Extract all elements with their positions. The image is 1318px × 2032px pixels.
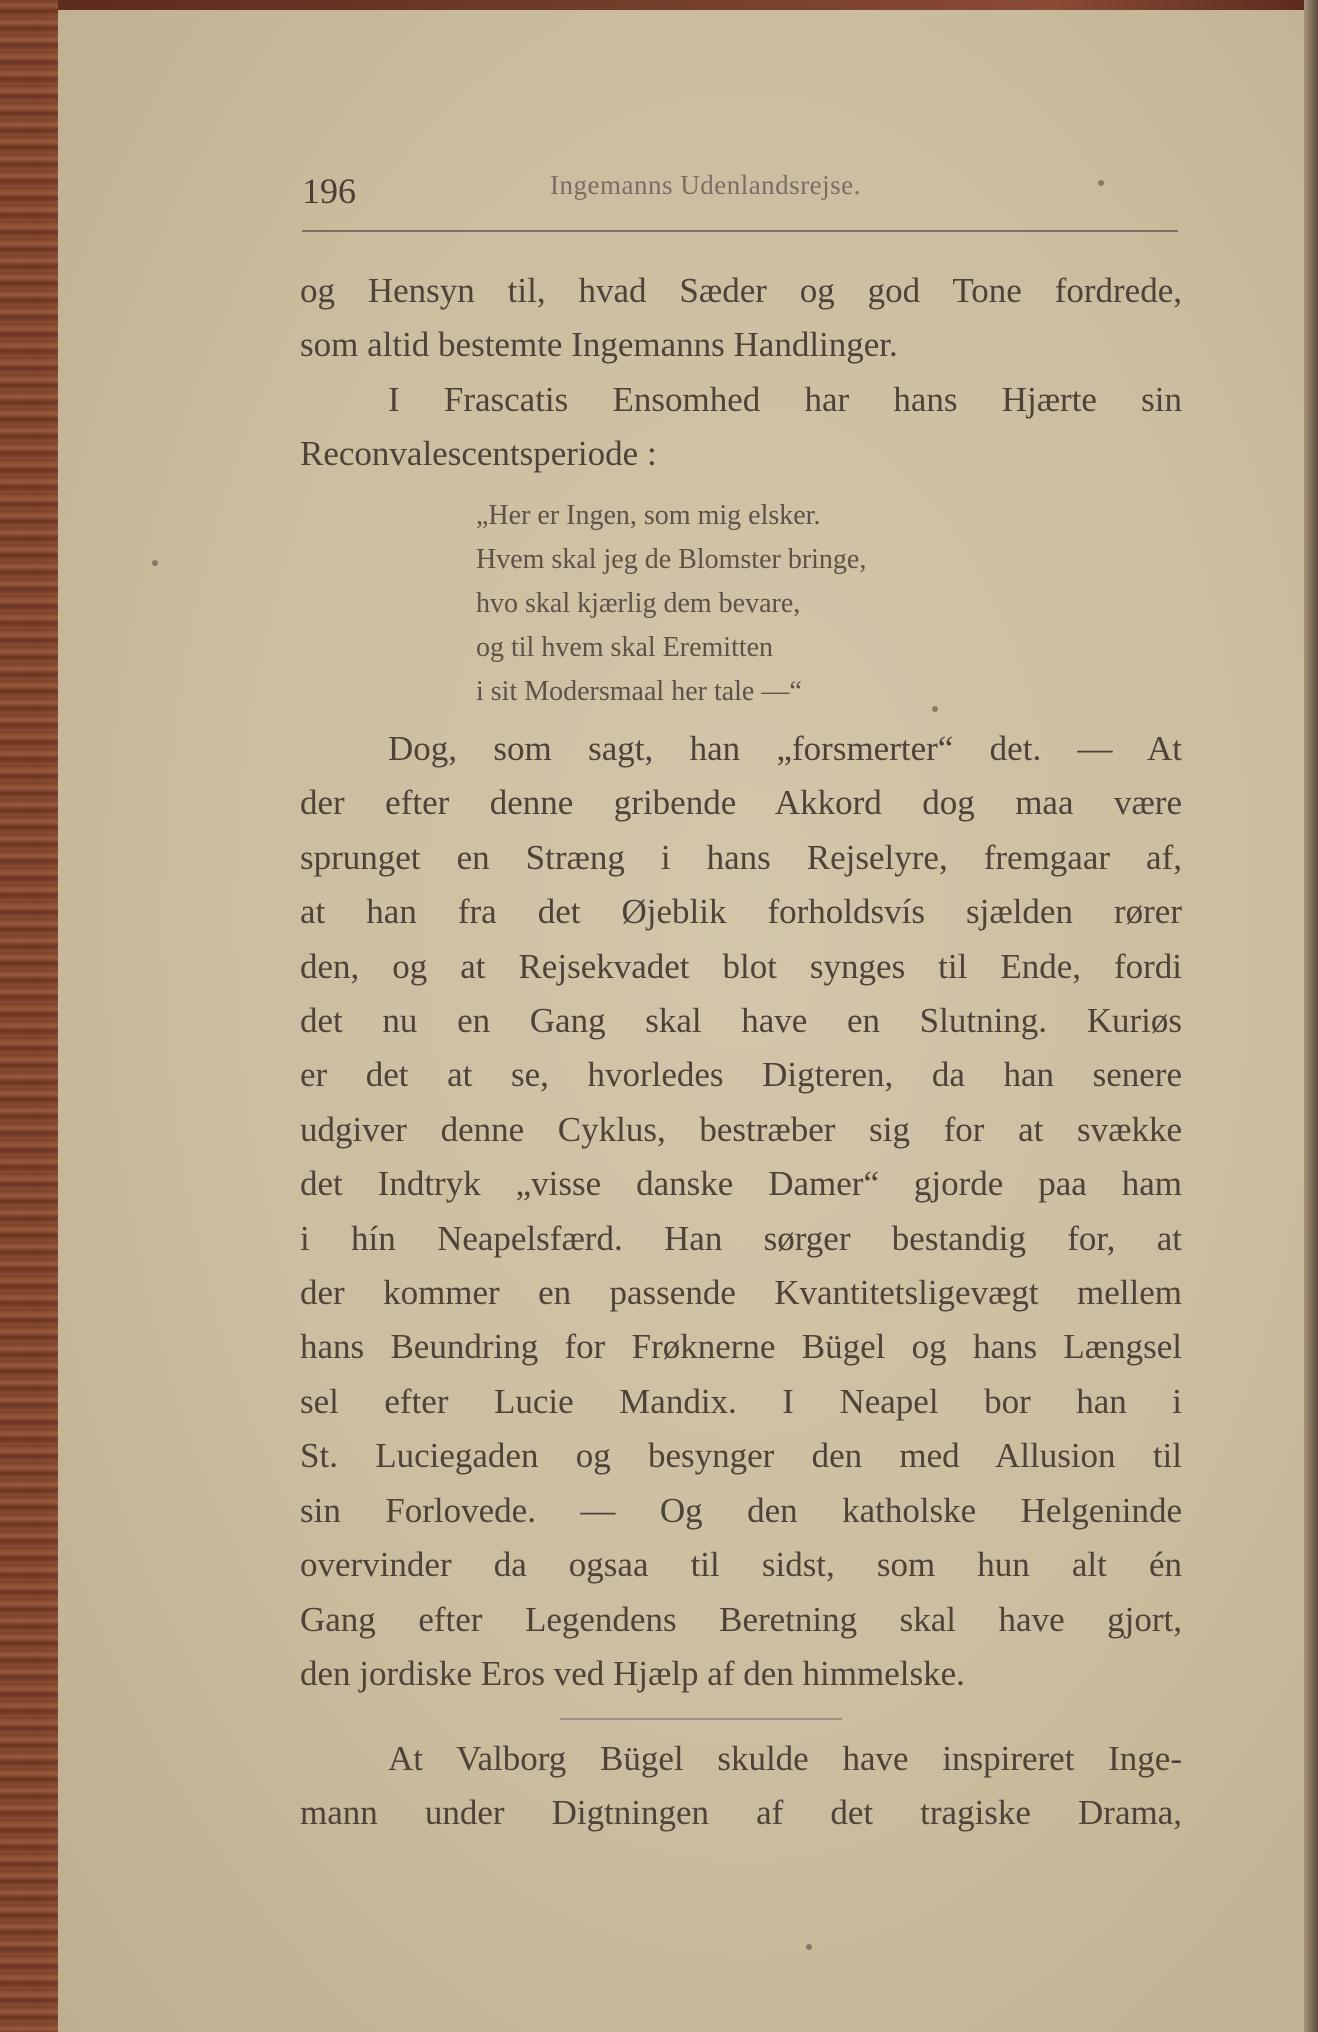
text-line: sprunget en Stræng i hans Rejselyre, fremgaar af,: [300, 837, 1182, 877]
verse-quote: [476, 494, 1036, 714]
text-line: sel efter Lucie Mandix. I Neapel bor han i: [300, 1381, 1182, 1421]
text-line: der efter denne gribende Akkord dog maa være: [300, 783, 1182, 823]
text-line: at han fra det Øjeblik forholdsvís sjælden rører: [300, 892, 1182, 932]
verse-line: „Her er Ingen, som mig elsker.: [476, 500, 821, 531]
text-line: det Indtryk „visse danske Damer“ gjorde paa ham: [300, 1164, 1182, 1204]
text-line: den jordiske Eros ved Hjælp af den himmelske.: [300, 1653, 965, 1693]
book-top-edge: [0, 0, 1318, 10]
verse-line: og til hvem skal Eremitten: [476, 632, 774, 663]
text-line: i hín Neapelsfærd. Han sørger bestandig for, at: [300, 1218, 1182, 1258]
text-line: Dog, som sagt, han „forsmerter“ det. — At: [388, 729, 1182, 768]
text-line: overvinder da ogsaa til sidst, som hun alt én: [300, 1545, 1182, 1585]
page-number: 196: [302, 171, 356, 211]
paragraph-4: [300, 1732, 1182, 1841]
text-line: Reconvalescentsperiode :: [300, 434, 657, 474]
page-right-edge: [1304, 0, 1318, 2032]
verse-line: i sit Modersmaal her tale —“: [476, 676, 802, 707]
section-divider: [560, 1718, 842, 1720]
text-line: og Hensyn til, hvad Sæder og god Tone fordrede,: [300, 271, 1182, 310]
verse-line: Hvem skal jeg de Blomster bringe,: [476, 544, 867, 575]
text-line: er det at se, hvorledes Digteren, da han senere: [300, 1055, 1182, 1095]
text-line: som altid bestemte Ingemanns Handlinger.: [300, 325, 898, 365]
text-line: der kommer en passende Kvantitetsligevægt mellem: [300, 1273, 1182, 1313]
text-line: Gang efter Legendens Beretning skal have gjort,: [300, 1599, 1182, 1639]
text-line: hans Beundring for Frøknerne Bügel og hans Længsel: [300, 1327, 1182, 1367]
text-line: St. Luciegaden og besynger den med Allusion til: [300, 1436, 1182, 1476]
running-head: [302, 160, 1182, 220]
ink-speck: [1098, 180, 1104, 186]
text-line: udgiver denne Cyklus, bestræber sig for at svække: [300, 1109, 1182, 1149]
verse-line: hvo skal kjærlig dem bevare,: [476, 588, 801, 619]
text-line: mann under Digtningen af det tragiske Drama,: [300, 1793, 1182, 1833]
paragraph-1: [300, 264, 1182, 482]
text-line: At Valborg Bügel skulde have inspireret Inge-: [388, 1739, 1182, 1778]
book-binding-edge: [0, 0, 58, 2032]
running-title: Ingemanns Udenlandsrejse.: [550, 170, 861, 200]
ink-speck: [806, 1944, 812, 1950]
text-line: den, og at Rejsekvadet blot synges til Ende, fordi: [300, 946, 1182, 986]
text-line: sin Forlovede. — Og den katholske Helgeninde: [300, 1490, 1182, 1530]
paragraph-3: [300, 722, 1182, 1701]
ink-speck: [932, 706, 938, 712]
text-line: I Frascatis Ensomhed har hans Hjærte sin: [388, 379, 1182, 419]
text-line: det nu en Gang skal have en Slutning. Kuriøs: [300, 1001, 1182, 1041]
ink-speck: [152, 560, 158, 566]
header-rule: [302, 230, 1178, 232]
